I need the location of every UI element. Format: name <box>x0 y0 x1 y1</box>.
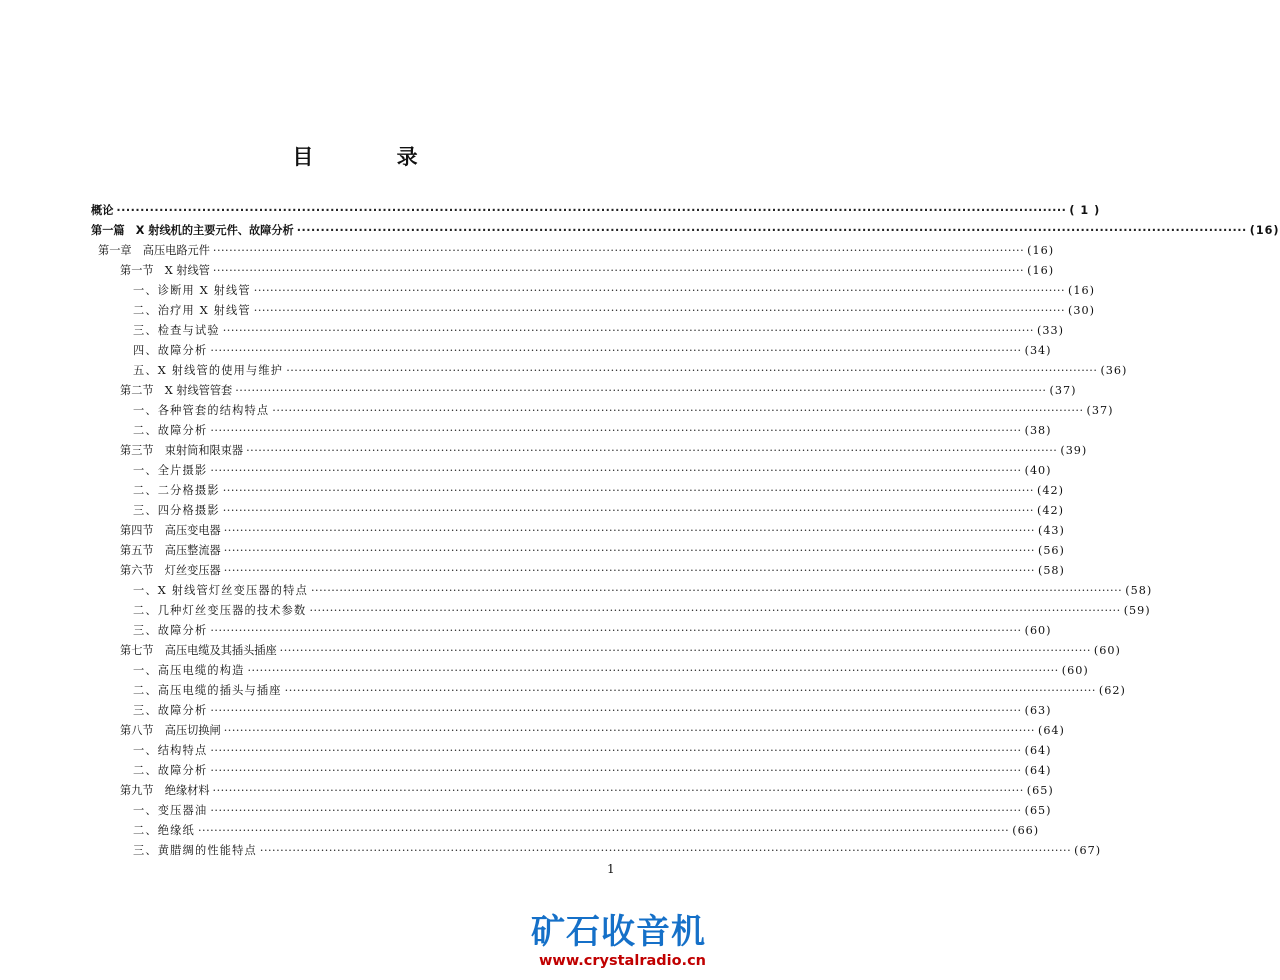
toc-entry-page: (36) <box>1100 363 1128 377</box>
toc-entry[interactable] <box>0 460 1052 480</box>
toc-entry-page: (60) <box>1024 623 1052 637</box>
toc-dot-leader: ········································································································································································································ <box>309 603 1121 617</box>
toc-entry-page: (65) <box>1024 803 1052 817</box>
toc-entry[interactable] <box>0 340 1052 360</box>
toc-dot-leader: ········································································································································································································ <box>210 703 1022 717</box>
toc-dot-leader: ········································································································································································································ <box>272 403 1084 417</box>
toc-entry-page: (58) <box>1125 583 1153 597</box>
toc-entry-page: (16) <box>1068 283 1095 297</box>
toc-entry[interactable] <box>0 200 1101 220</box>
toc-dot-leader: ········································································································································································································ <box>210 743 1022 757</box>
toc-entry[interactable] <box>0 220 1280 240</box>
toc-entry[interactable] <box>0 780 1054 800</box>
toc-dot-leader: ········································································································································································································ <box>223 723 1035 737</box>
toc-entry-page: (64) <box>1024 743 1052 757</box>
toc-entry[interactable] <box>0 740 1052 760</box>
toc-entry[interactable] <box>0 560 1065 580</box>
watermark-url: www.crystalradio.cn <box>539 953 706 969</box>
toc-entry-label: 第七节 高压电缆及其插头插座 <box>120 644 277 657</box>
toc-entry-label: 三、四分格摄影 <box>133 504 220 517</box>
toc-dot-leader: ········································································································································································································ <box>197 823 1010 837</box>
toc-entry[interactable] <box>0 480 1064 500</box>
toc-dot-leader: ········································································································································································································ <box>116 203 1067 217</box>
toc-entry-label: 第三节 束射筒和限束器 <box>120 444 244 457</box>
toc-dot-leader: ········································································································································································································ <box>210 803 1022 817</box>
toc-entry-label: 二、高压电缆的插头与插座 <box>133 684 282 697</box>
toc-entry-page: (16) <box>1249 223 1280 237</box>
watermark-name: 矿石收音机 <box>531 912 706 952</box>
toc-dot-leader: ········································································································································································································ <box>222 483 1034 497</box>
toc-entry-page: (42) <box>1036 483 1064 497</box>
toc-entry-label: 一、高压电缆的构造 <box>133 664 245 677</box>
toc-dot-leader: ········································································································································································································ <box>210 463 1022 477</box>
watermark <box>528 912 710 970</box>
toc-dot-leader: ········································································································································································································ <box>212 783 1024 797</box>
toc-dot-leader: ········································································································································································································ <box>212 263 1025 277</box>
toc-entry-label: 三、故障分析 <box>133 704 208 717</box>
toc-entry-label: 一、全片摄影 <box>133 464 208 477</box>
toc-entry[interactable] <box>0 380 1077 400</box>
toc-entry-label: 三、检查与试验 <box>133 324 220 337</box>
toc-entry[interactable] <box>0 620 1052 640</box>
toc-dot-leader: ········································································································································································································ <box>246 443 1058 457</box>
toc-entry-page: (16) <box>1027 263 1055 277</box>
toc-entry-label: 一、X 射线管灯丝变压器的特点 <box>133 584 308 597</box>
toc-entry-label: 二、绝缘纸 <box>133 824 195 837</box>
toc-entry[interactable] <box>0 640 1121 660</box>
toc-dot-leader: ········································································································································································································ <box>210 763 1022 777</box>
toc-entry-label: 第八节 高压切换闸 <box>120 724 221 737</box>
toc-entry-label: 第二节 X 射线管管套 <box>120 384 233 397</box>
toc-dot-leader: ········································································································································································································ <box>253 303 1066 317</box>
toc-entry[interactable] <box>0 820 1040 840</box>
toc-entry[interactable] <box>0 420 1052 440</box>
toc-entry-label: 三、黄腊绸的性能特点 <box>133 844 257 857</box>
toc-entry-page: (64) <box>1037 723 1065 737</box>
toc-entry-label: 二、二分格摄影 <box>133 484 220 497</box>
toc-entry-page: (60) <box>1061 663 1089 677</box>
toc-dot-leader: ········································································································································································································ <box>296 223 1247 237</box>
toc-entry-label: 一、变压器油 <box>133 804 208 817</box>
toc-entry-page: (56) <box>1037 543 1065 557</box>
toc-entry-label: 第一章 高压电路元件 <box>98 244 210 257</box>
toc-entry-page: (30) <box>1068 303 1095 317</box>
toc-entry-page: (16) <box>1027 243 1055 257</box>
toc-entry-label: 第五节 高压整流器 <box>120 544 221 557</box>
toc-dot-leader: ········································································································································································································ <box>222 503 1034 517</box>
toc-dot-leader: ········································································································································································································ <box>279 643 1091 657</box>
toc-entry[interactable] <box>0 580 1153 600</box>
toc-entry[interactable] <box>0 840 1102 860</box>
toc-entry-label: 四、故障分析 <box>133 344 208 357</box>
toc-entry-label: 二、故障分析 <box>133 764 208 777</box>
toc-dot-leader: ········································································································································································································ <box>286 363 1098 377</box>
toc-dot-leader: ········································································································································································································ <box>210 343 1022 357</box>
toc-entry-page: (42) <box>1036 503 1064 517</box>
toc-entry[interactable] <box>0 500 1064 520</box>
toc-entry-page: ( 1 ) <box>1069 203 1101 217</box>
toc-dot-leader: ········································································································································································································ <box>253 283 1066 297</box>
toc-entry-page: (34) <box>1024 343 1052 357</box>
toc-entry[interactable] <box>0 260 1055 280</box>
toc-dot-leader: ········································································································································································································ <box>235 383 1047 397</box>
toc-entry[interactable] <box>0 660 1089 680</box>
toc-entry[interactable] <box>0 300 1095 320</box>
toc-entry-label: 第一篇 X 射线机的主要元件、故障分析 <box>91 224 294 237</box>
toc-dot-leader: ········································································································································································································ <box>310 583 1123 597</box>
toc-entry[interactable] <box>0 680 1126 700</box>
toc-dot-leader: ········································································································································································································ <box>223 543 1035 557</box>
page-number: 1 <box>607 862 615 876</box>
toc-entry-page: (38) <box>1024 423 1052 437</box>
toc-dot-leader: ········································································································································································································ <box>223 523 1035 537</box>
toc-dot-leader: ········································································································································································································ <box>223 563 1035 577</box>
toc-entry-label: 二、故障分析 <box>133 424 208 437</box>
toc-entry[interactable] <box>0 320 1064 340</box>
toc-entry-label: 第四节 高压变电器 <box>120 524 221 537</box>
toc-entry-page: (60) <box>1093 643 1121 657</box>
toc-dot-leader: ········································································································································································································ <box>210 623 1022 637</box>
toc-entry-label: 概论 <box>91 204 114 217</box>
toc-dot-leader: ········································································································································································································ <box>259 843 1072 857</box>
toc-entry-label: 一、各种管套的结构特点 <box>133 404 270 417</box>
toc-entry[interactable] <box>0 520 1065 540</box>
toc-entry-page: (62) <box>1098 683 1126 697</box>
toc-dot-leader: ········································································································································································································ <box>284 683 1096 697</box>
toc-entry[interactable] <box>0 720 1065 740</box>
toc-entry-label: 二、几种灯丝变压器的技术参数 <box>133 604 307 617</box>
toc-entry[interactable] <box>0 760 1052 780</box>
toc-entry[interactable] <box>0 600 1151 620</box>
toc-entry-label: 五、X 射线管的使用与维护 <box>133 364 284 377</box>
toc-entry-page: (63) <box>1024 703 1052 717</box>
toc-entry-page: (43) <box>1037 523 1065 537</box>
toc-dot-leader: ········································································································································································································ <box>222 323 1034 337</box>
toc-entry-page: (37) <box>1049 383 1077 397</box>
toc-entry[interactable] <box>0 360 1128 380</box>
toc-entry-label: 一、诊断用 X 射线管 <box>133 284 251 297</box>
toc-entry-label: 第六节 灯丝变压器 <box>120 564 221 577</box>
toc-entry-page: (58) <box>1037 563 1065 577</box>
toc-entry-label: 三、故障分析 <box>133 624 208 637</box>
toc-entry-label: 二、治疗用 X 射线管 <box>133 304 251 317</box>
toc-entry-label: 一、结构特点 <box>133 744 208 757</box>
toc-entry-page: (64) <box>1024 763 1052 777</box>
toc-entry-page: (67) <box>1074 843 1102 857</box>
toc-entry[interactable] <box>0 700 1052 720</box>
toc-entry-page: (40) <box>1024 463 1052 477</box>
toc-entry-page: (37) <box>1086 403 1114 417</box>
page-title: 目 录 <box>292 145 456 169</box>
toc-entry[interactable] <box>0 240 1055 260</box>
toc-entry-page: (39) <box>1060 443 1088 457</box>
toc-entry-page: (65) <box>1026 783 1054 797</box>
toc-entry[interactable] <box>0 800 1052 820</box>
toc-entry[interactable] <box>0 400 1114 420</box>
toc-entry-label: 第九节 绝缘材料 <box>120 784 210 797</box>
toc-dot-leader: ········································································································································································································ <box>210 423 1022 437</box>
toc-entry[interactable] <box>0 540 1065 560</box>
toc-dot-leader: ········································································································································································································ <box>212 243 1025 257</box>
toc-entry-page: (59) <box>1123 603 1151 617</box>
toc-entry[interactable] <box>0 440 1088 460</box>
toc-dot-leader: ········································································································································································································ <box>247 663 1059 677</box>
toc-entry-page: (33) <box>1036 323 1064 337</box>
toc-entry-label: 第一节 X 射线管 <box>120 264 210 277</box>
toc-entry-page: (66) <box>1012 823 1040 837</box>
toc-entry[interactable] <box>0 280 1095 300</box>
